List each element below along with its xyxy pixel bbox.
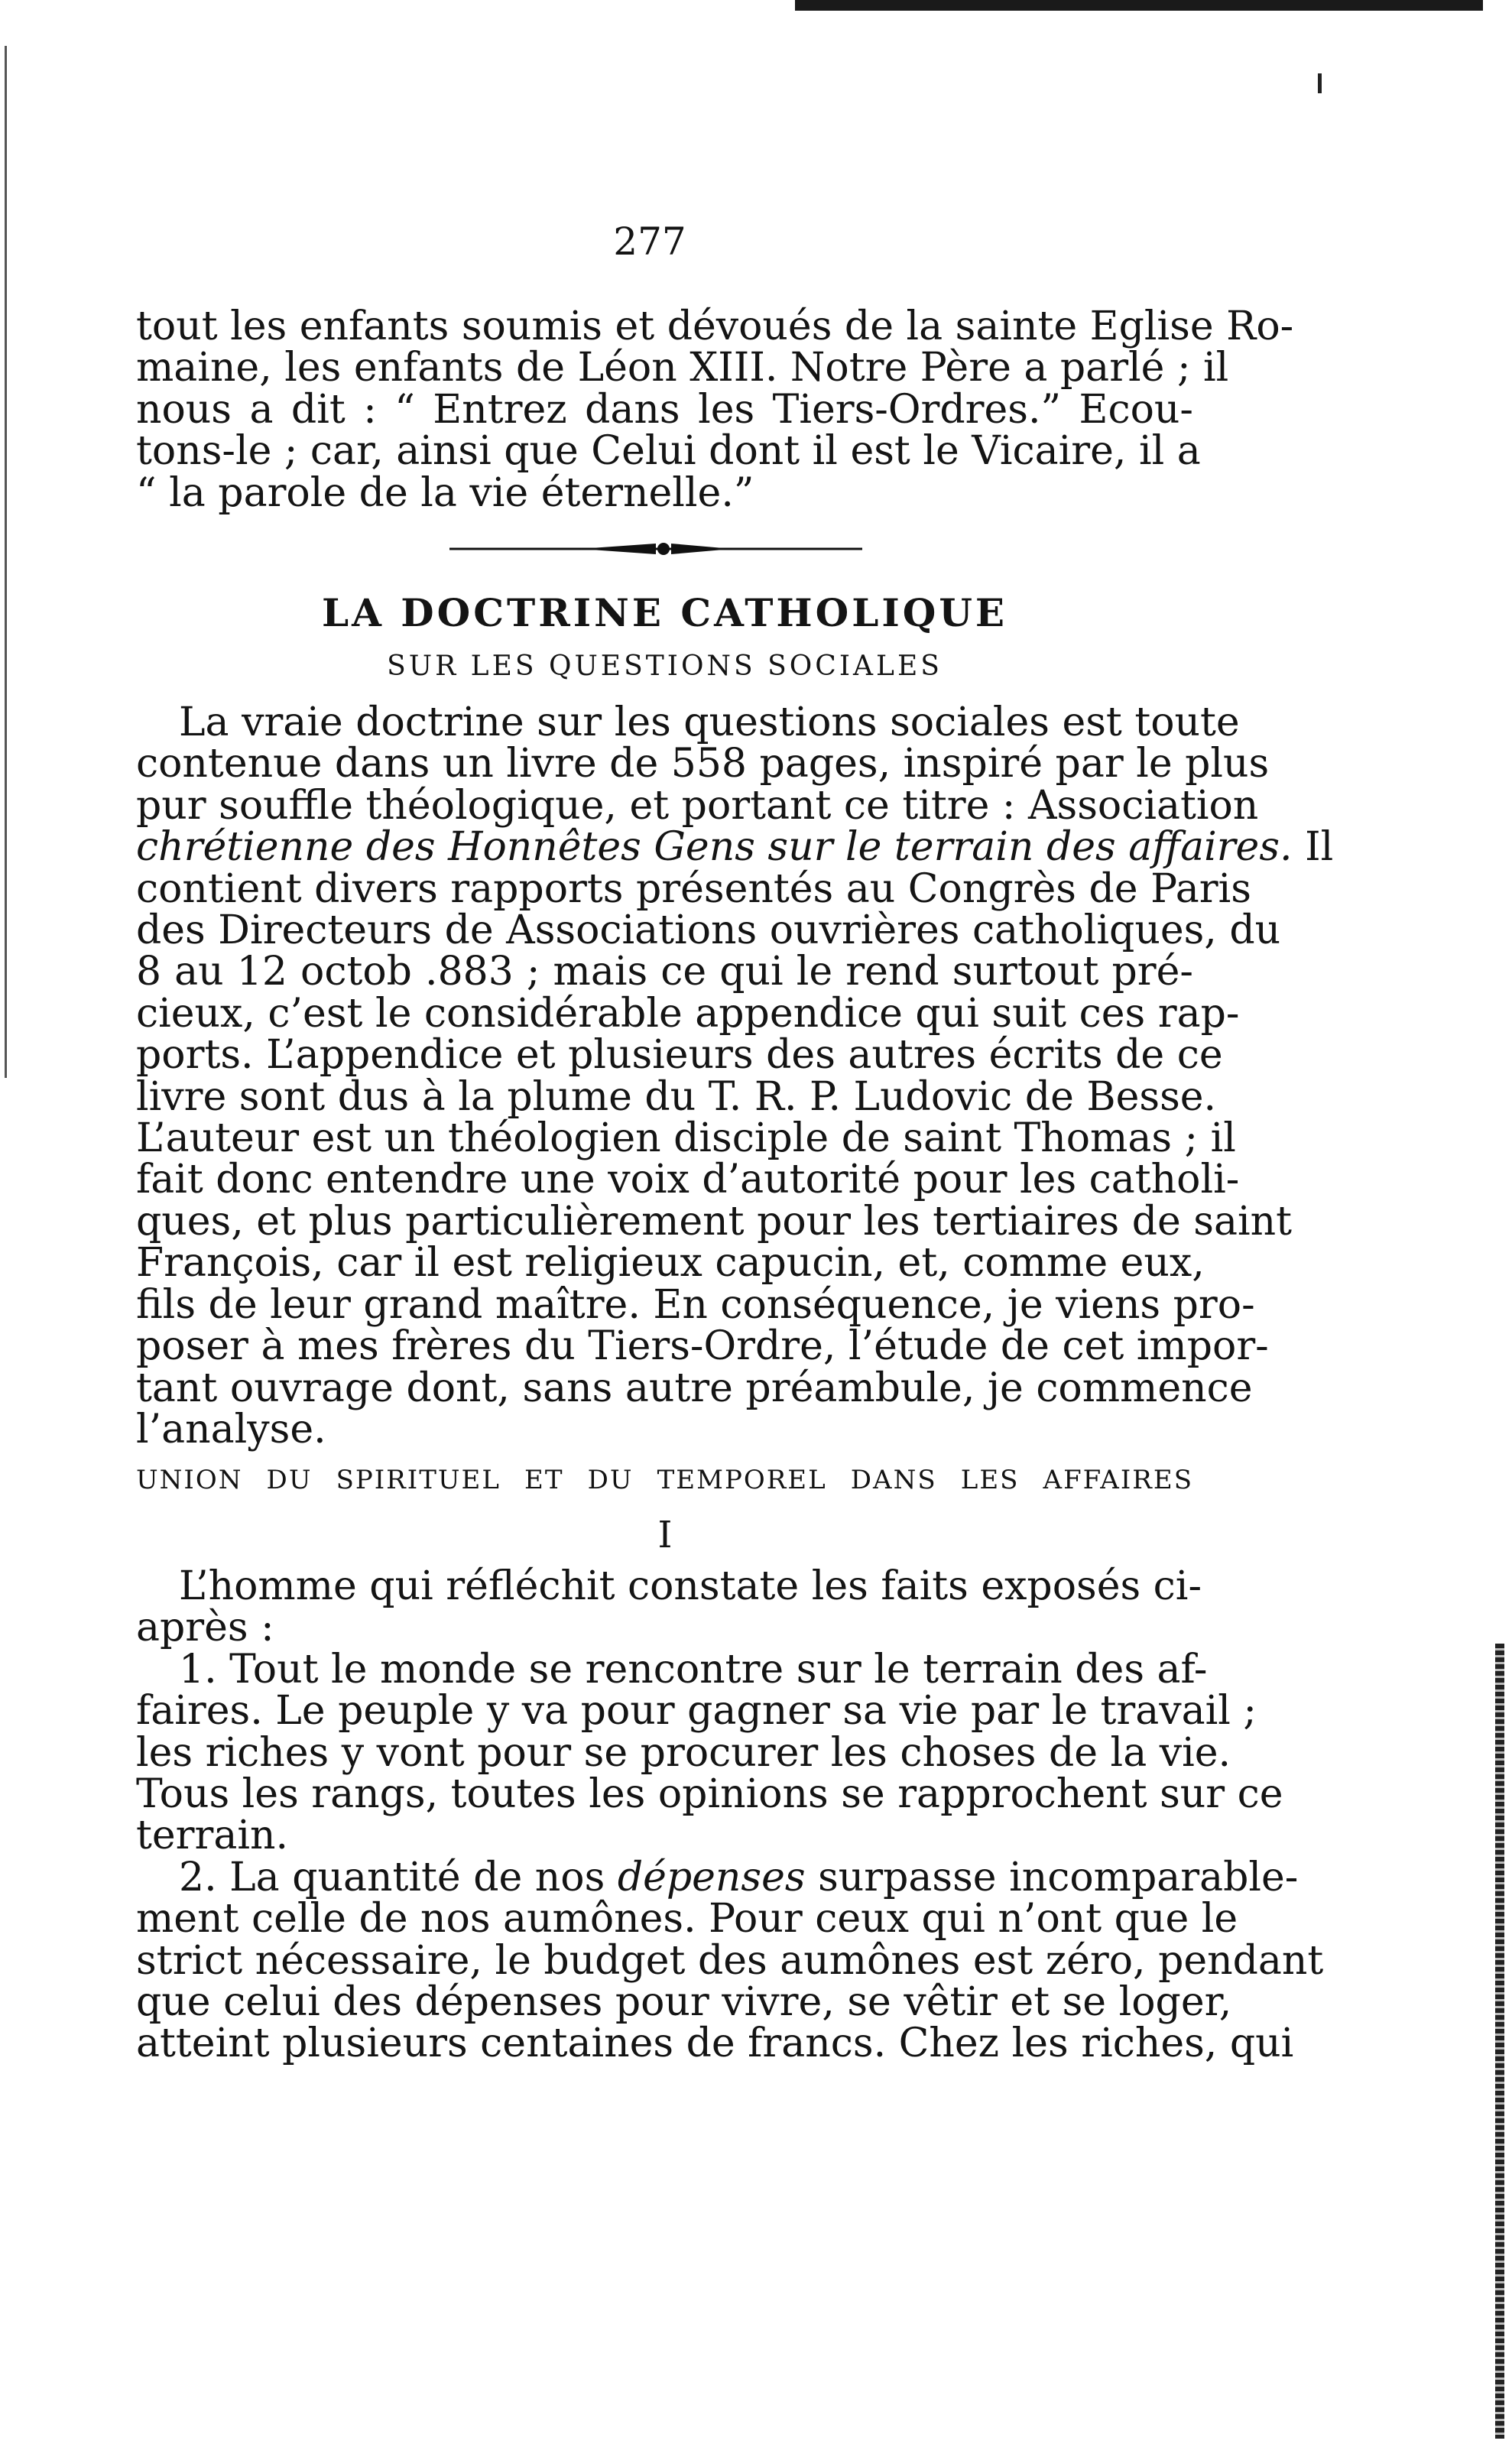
article-paragraph — [136, 699, 1334, 1452]
text-line: fils de leur grand maître. En conséquence, je viens pro- — [136, 1281, 1255, 1328]
text-line: “ la parole de la vie éternelle.” — [136, 469, 754, 516]
text-line: atteint plusieurs centaines de francs. Chez les riches, qui — [136, 2020, 1294, 2067]
text-line: tant ouvrage dont, sans autre préambule, je commence — [136, 1365, 1253, 1411]
text-line: poser à mes frères du Tiers-Ordre, l’étude de cet impor- — [136, 1323, 1269, 1370]
article-subtitle: SUR LES QUESTIONS SOCIALES — [387, 651, 943, 682]
text-line: strict nécessaire, le budget des aumônes est zéro, pendant — [136, 1937, 1324, 1984]
text-line: tout les enfants soumis et dévoués de la sainte Eglise Ro- — [136, 303, 1294, 349]
text-line: ports. L’appendice et plusieurs des autres écrits de ce — [136, 1032, 1223, 1079]
scan-border-top — [795, 0, 1483, 11]
text-line: que celui des dépenses pour vivre, se vêtir et se loger, — [136, 1979, 1232, 2026]
text-line: les riches y vont pour se procurer les choses de la vie. — [136, 1729, 1231, 1776]
text-line: après : — [136, 1605, 274, 1651]
text-fragment: Il — [1292, 824, 1334, 871]
text-line: L’homme qui réfléchit constate les faits exposés ci- — [179, 1563, 1202, 1609]
text-line: terrain. — [136, 1813, 289, 1859]
emphasis-italic: dépenses — [617, 1854, 806, 1900]
text-line: La vraie doctrine sur les questions sociales est toute — [179, 699, 1240, 745]
section-numeral: I — [657, 1514, 673, 1556]
scan-border-left — [5, 46, 7, 1078]
scan-border-right — [1495, 1644, 1504, 2439]
scan-speck — [1318, 73, 1322, 93]
text-line: François, car il est religieux capucin, et, comme eux, — [136, 1240, 1205, 1287]
text-line: L’auteur est un théologien disciple de saint Thomas ; il — [136, 1115, 1236, 1162]
text-line: pur souffle théologique, et portant ce titre : Association — [136, 782, 1259, 829]
text-line — [136, 824, 1334, 871]
text-fragment: 2. La quantité de nos — [179, 1854, 618, 1900]
text-line: tons-le ; car, ainsi que Celui dont il est le Vicaire, il a — [136, 428, 1201, 475]
text-line: nous a dit : “ Entrez dans les Tiers-Ordres.” Ecou- — [136, 386, 1193, 433]
text-line: 1. Tout le monde se rencontre sur le terrain des af- — [179, 1646, 1208, 1693]
text-line: fait donc entendre une voix d’autorité pour les catholi- — [136, 1157, 1240, 1203]
body-paragraphs — [136, 1563, 1324, 2067]
text-fragment: surpasse incomparable- — [805, 1854, 1299, 1900]
text-line: maine, les enfants de Léon XIII. Notre Père a parlé ; il — [136, 345, 1229, 391]
text-line: l’analyse. — [136, 1406, 326, 1452]
section-heading: UNION DU SPIRITUEL ET DU TEMPOREL DANS LES AFFAIRES — [136, 1465, 1193, 1495]
text-line: cieux, c’est le considérable appendice qui suit ces rap- — [136, 990, 1240, 1037]
ornament-divider — [449, 540, 862, 558]
text-line: 8 au 12 octob .883 ; mais ce qui le rend surtout pré- — [136, 949, 1193, 995]
text-line: ment celle de nos aumônes. Pour ceux qui n’ont que le — [136, 1896, 1238, 1943]
text-line: des Directeurs de Associations ouvrières catholiques, du — [136, 907, 1281, 954]
text-line: Tous les rangs, toutes les opinions se rapprochent sur ce — [136, 1771, 1283, 1818]
text-line: contient divers rapports présentés au Congrès de Paris — [136, 865, 1251, 912]
text-line: contenue dans un livre de 558 pages, inspiré par le plus — [136, 741, 1270, 787]
intro-paragraph — [136, 303, 1294, 516]
article-title: LA DOCTRINE CATHOLIQUE — [321, 590, 1008, 635]
text-line: faires. Le peuple y va pour gagner sa vie par le travail ; — [136, 1688, 1257, 1735]
page-number: 277 — [613, 219, 686, 264]
book-title-italic: chrétienne des Honnêtes Gens sur le terrain des affaires. — [136, 824, 1293, 871]
text-line: livre sont dus à la plume du T. R. P. Ludovic de Besse. — [136, 1073, 1217, 1120]
text-line — [136, 1854, 1299, 1900]
text-line: ques, et plus particulièrement pour les tertiaires de saint — [136, 1198, 1292, 1245]
